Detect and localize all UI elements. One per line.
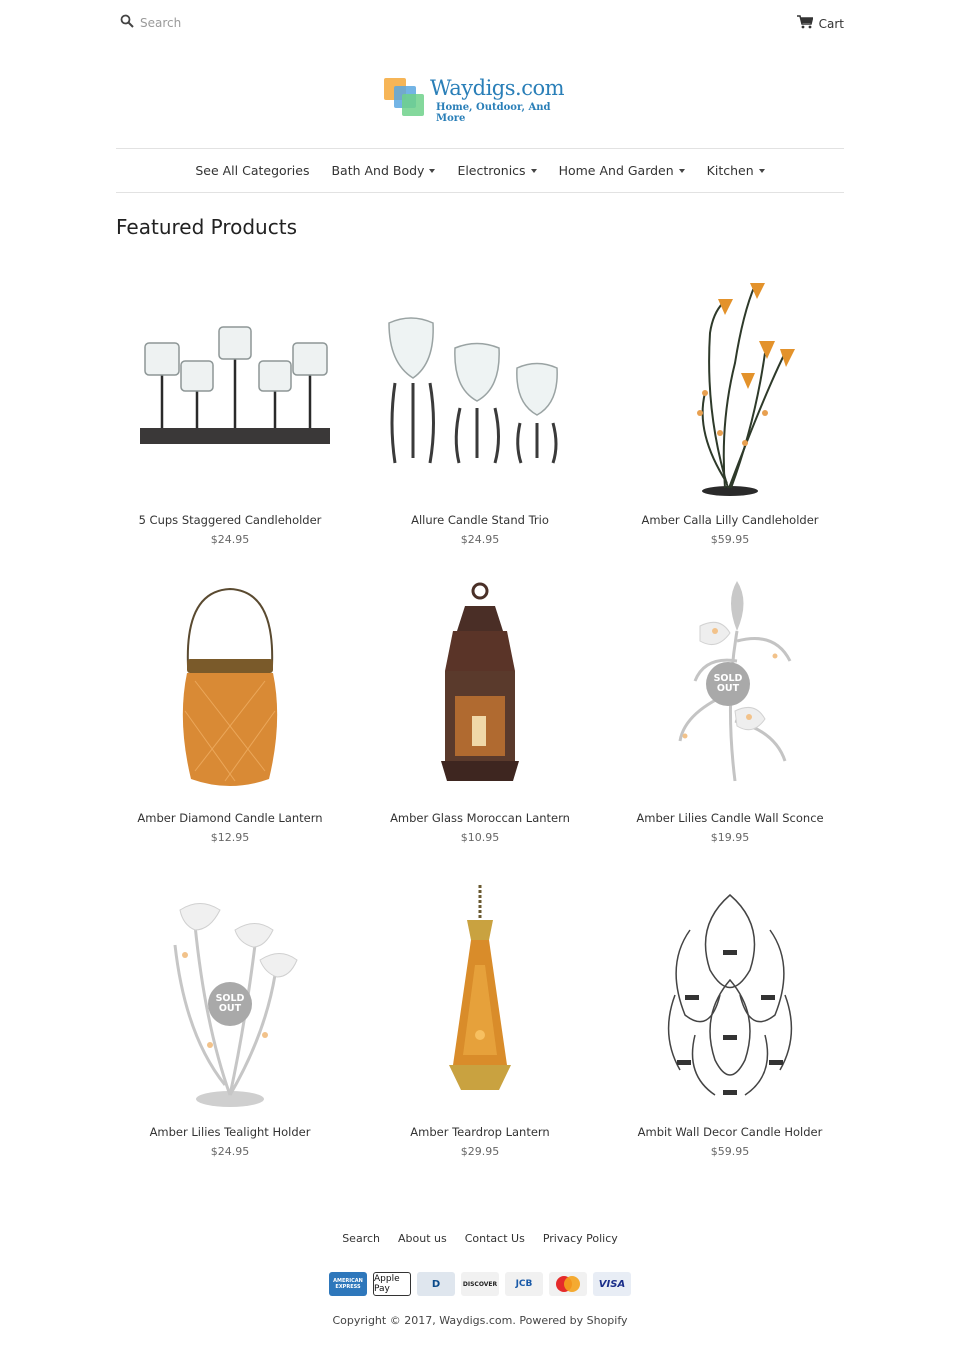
product-title[interactable]: Amber Teardrop Lantern [410,1125,550,1139]
candleholder-image [125,273,335,498]
product-price: $59.95 [710,533,750,546]
product-price: $59.95 [710,1145,750,1158]
cart-link[interactable] [797,15,844,32]
sold-out-line1: SOLD [215,993,245,1004]
product-card[interactable] [116,882,344,1158]
nav-item-electronics[interactable] [446,163,547,178]
product-title[interactable]: 5 Cups Staggered Candleholder [138,513,322,527]
footer-link-search[interactable]: Search [342,1232,380,1245]
nav-label: See All Categories [195,163,310,178]
product-image[interactable] [366,270,594,500]
visa-icon: VISA [593,1272,631,1296]
product-card[interactable] [116,568,344,844]
product-card[interactable] [616,270,844,546]
product-title[interactable]: Amber Calla Lilly Candleholder [641,513,819,527]
product-card[interactable] [366,270,594,546]
caret-down-icon [429,169,435,173]
nav-label: Bath And Body [331,163,425,178]
nav-item-kitchen[interactable] [696,163,776,178]
footer-links [0,1232,960,1245]
top-bar [116,0,844,46]
product-title[interactable]: Amber Lilies Candle Wall Sconce [636,811,824,825]
caret-down-icon [531,169,537,173]
logo-square-green [402,94,424,116]
product-card[interactable] [366,568,594,844]
sold-out-line2: OUT [716,683,740,694]
product-card[interactable] [366,882,594,1158]
product-title[interactable]: Amber Lilies Tealight Holder [149,1125,311,1139]
product-image[interactable] [366,882,594,1112]
product-image[interactable] [616,882,844,1112]
product-price: $29.95 [460,1145,500,1158]
product-price: $24.95 [210,533,250,546]
nav-item-bath-and-body[interactable] [320,163,446,178]
nav-item-home-and-garden[interactable] [548,163,696,178]
sold-out-line2: OUT [218,1003,242,1014]
diners-club-icon: D [417,1272,455,1296]
diamond-lantern-image [125,571,335,796]
footer-link-privacy[interactable]: Privacy Policy [542,1232,618,1245]
product-card[interactable] [616,882,844,1158]
mastercard-icon [549,1272,587,1296]
footer-link-contact[interactable]: Contact Us [464,1232,525,1245]
payment-icons [0,1272,960,1296]
product-image[interactable] [366,568,594,798]
product-price: $10.95 [460,831,500,844]
copyright: Copyright © 2017, Waydigs.com. Powered by Shopify [332,1314,628,1327]
nav-item-see-all-categories[interactable] [184,163,320,178]
product-title[interactable]: Amber Glass Moroccan Lantern [390,811,570,825]
sold-out-badge [208,982,252,1026]
caret-down-icon [759,169,765,173]
product-price: $12.95 [210,831,250,844]
product-title[interactable]: Allure Candle Stand Trio [411,513,549,527]
cart-icon [797,15,813,32]
product-price: $24.95 [210,1145,250,1158]
wall-decor-candle-holder-image [625,885,835,1110]
cart-label: Cart [818,16,844,31]
logo-title: Waydigs.com [430,76,565,100]
caret-down-icon [679,169,685,173]
product-image[interactable] [616,568,844,798]
logo-tagline: Home, Outdoor, And More [436,102,551,124]
product-card[interactable] [116,270,344,546]
teardrop-lantern-image [375,885,585,1110]
search-input[interactable] [140,16,340,30]
section-title: Featured Products [116,215,297,239]
product-title[interactable]: Ambit Wall Decor Candle Holder [637,1125,823,1139]
discover-icon: DISCOVER [461,1272,499,1296]
product-price: $19.95 [710,831,750,844]
product-image[interactable] [116,568,344,798]
nav-label: Home And Garden [558,163,674,178]
candle-stand-image [375,273,585,498]
apple-pay-icon: Apple Pay [373,1272,411,1296]
calla-lilly-image [625,273,835,498]
footer-link-about[interactable]: About us [398,1232,447,1245]
moroccan-lantern-image [375,571,585,796]
product-title[interactable]: Amber Diamond Candle Lantern [137,811,323,825]
search-icon[interactable] [120,13,134,32]
sold-out-line1: SOLD [713,673,743,684]
product-image[interactable] [116,882,344,1112]
main-nav [116,148,844,193]
product-image[interactable] [116,270,344,500]
nav-label: Electronics [457,163,526,178]
jcb-icon: JCB [505,1272,543,1296]
sold-out-badge [706,662,750,706]
product-card[interactable] [616,568,844,844]
site-logo[interactable] [380,74,580,124]
amex-icon: AMERICAN EXPRESS [329,1272,367,1296]
product-price: $24.95 [460,533,500,546]
product-image[interactable] [616,270,844,500]
nav-label: Kitchen [706,163,754,178]
search-form[interactable] [120,13,340,32]
